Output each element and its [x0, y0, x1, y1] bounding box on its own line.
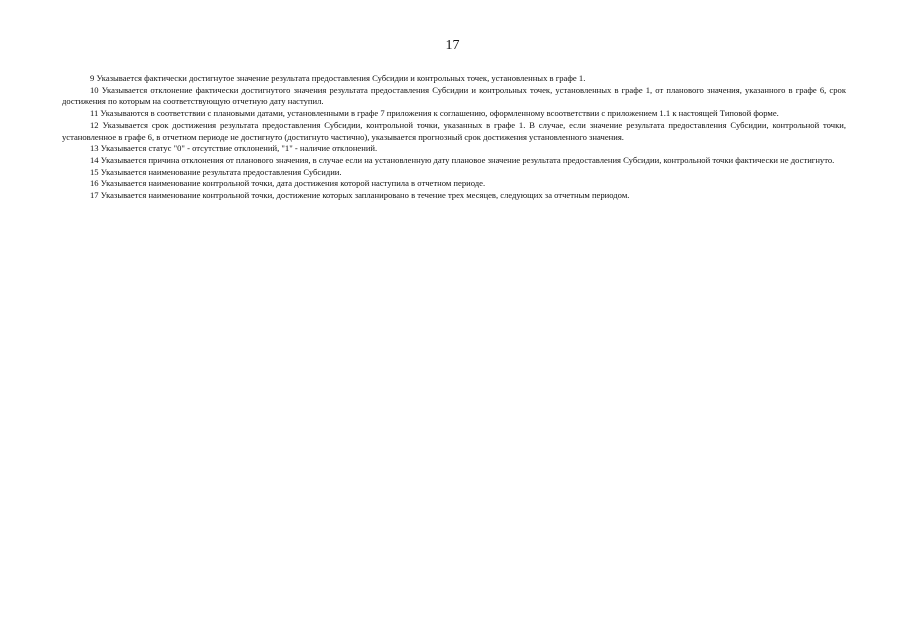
- footnote-17: 17 Указывается наименование контрольной точки, достижение которых запланировано в течение трех месяцев, следующих за отчетным периодом.: [90, 190, 630, 201]
- footnote-15: 15 Указывается наименование результата предоставления Субсидии.: [90, 166, 342, 177]
- footnote-9: 9 Указывается фактически достигнутое значение результата предоставления Субсидии и контрольных точек, установленных в графе 1.: [90, 73, 586, 83]
- footnote-16: 16 Указывается наименование контрольной точки, дата достижения которой наступила в отчетном периоде.: [90, 178, 486, 189]
- page-number: 17: [445, 38, 460, 53]
- footnote-13: 13 Указывается статус "0" - отсутствие отклонений, "1" - наличие отклонений.: [90, 143, 378, 154]
- footnote-14: 14 Указывается причина отклонения от планового значения, в случае если на установленную дату плановое значение результата предоставления Субсидии, контрольной точки фактически не достигнуто.: [90, 154, 835, 165]
- footnote-11: 11 Указываются в соответствии с плановыми датами, установленными в графе 7 приложения к соглашению, оформленному всоответствии с приложением 1.1 к настоящей Типовой форме.: [90, 108, 779, 119]
- footnote-12: 12 Указывается срок достижения результата предоставления Субсидии, контрольной точки, указанных в графе 1. В случае, если значение результата предоставления Субсидии, контрольной точки, установленное в графе 6, в отчетном периоде не достигнуто (достигнуто частично), указывается прогнозный срок достижения установленного значения.: [62, 119, 846, 142]
- footnotes-list: [62, 73, 846, 202]
- footnote-10: 10 Указывается отклонение фактически достигнутого значения результата предоставления Субсидии и контрольных точек, установленных в графе 1, от планового значения, указанного в графе 6, срок достижения по которым на соответствующую отчетную дату наступил.: [62, 84, 846, 107]
